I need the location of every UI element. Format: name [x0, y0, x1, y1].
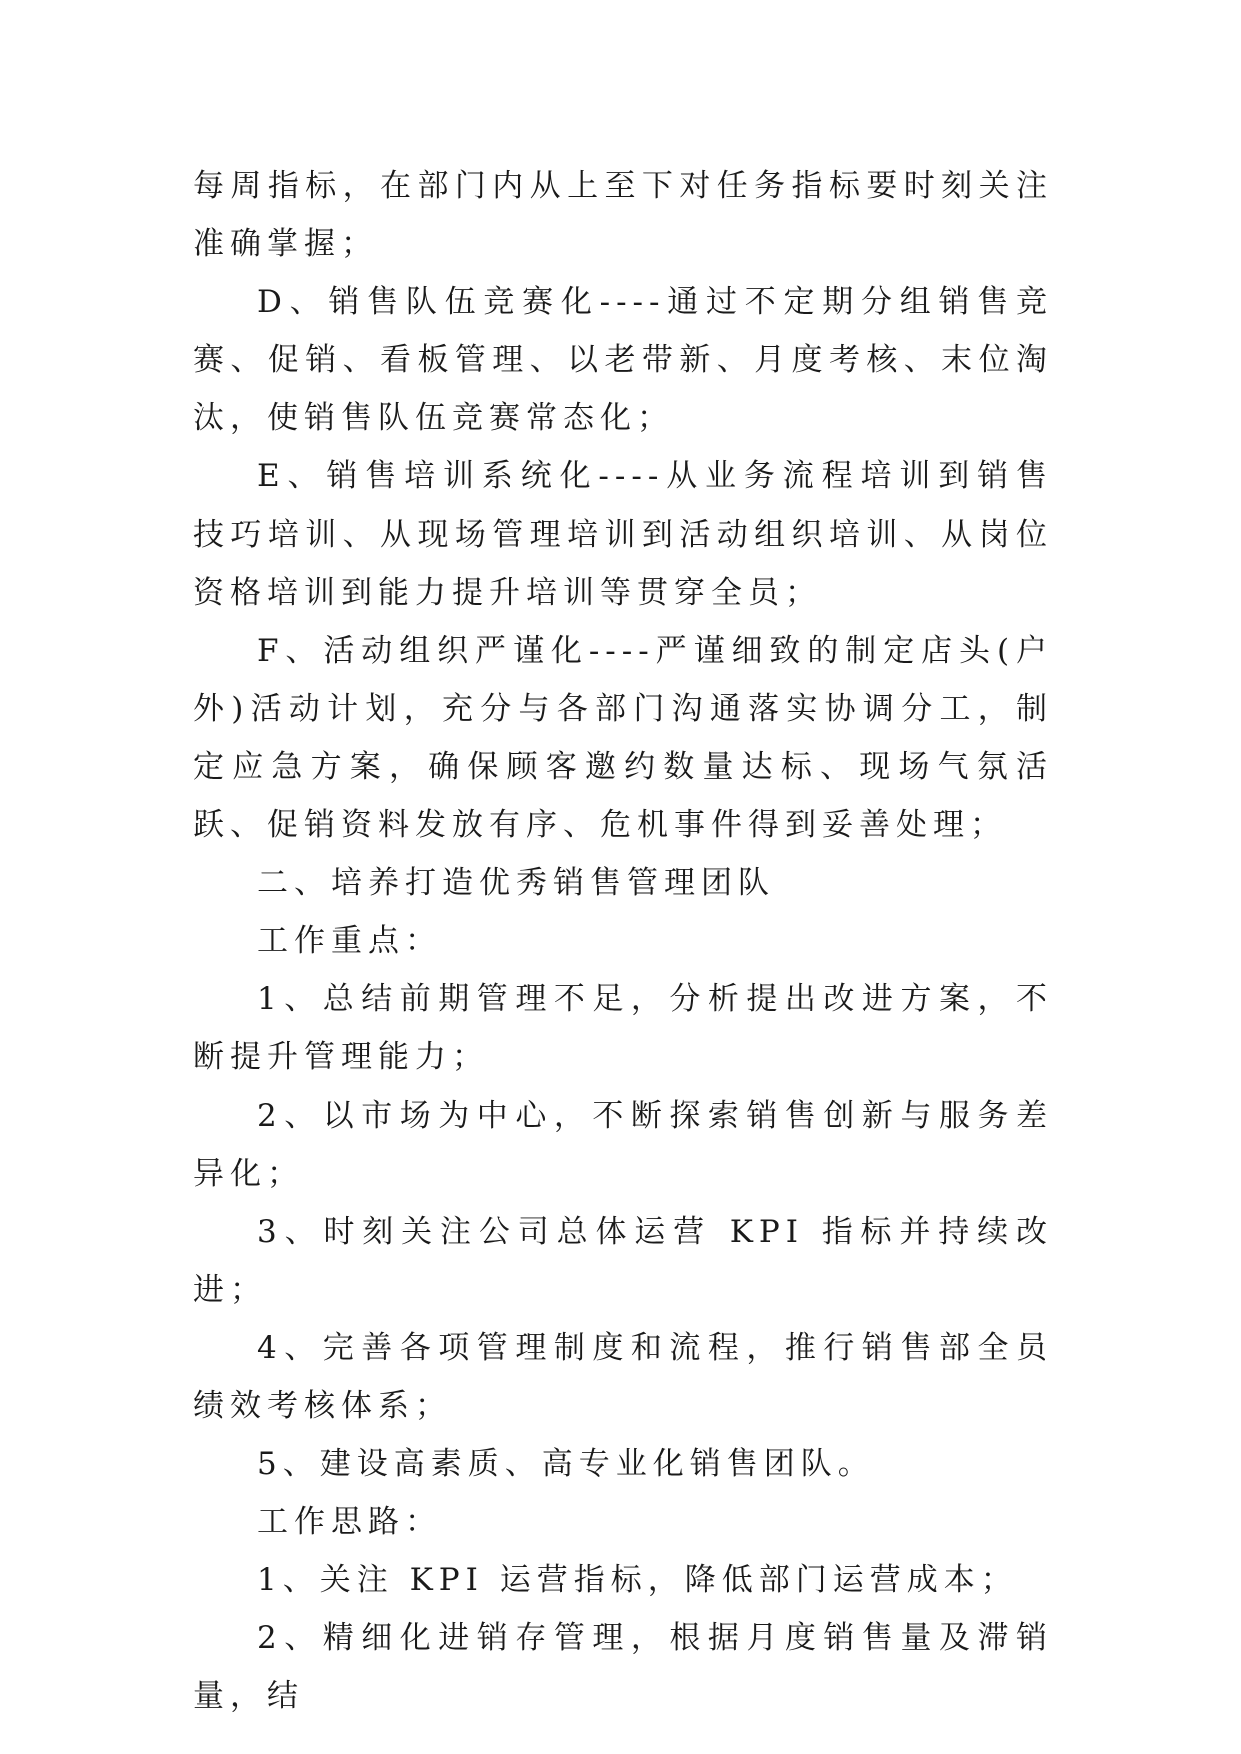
list-item-approach-2: 2、精细化进销存管理，根据月度销售量及滞销量，结	[193, 1620, 1053, 1715]
list-item-focus-4: 4、完善各项管理制度和流程，推行销售部全员绩效考核体系；	[193, 1329, 1053, 1424]
list-item-focus-3: 3、时刻关注公司总体运营 KPI 指标并持续改进；	[193, 1213, 1053, 1308]
paragraph-d-sales-competition: D、销售队伍竞赛化----通过不定期分组销售竞赛、促销、看板管理、以老带新、月度考核、末位淘汰，使销售队伍竞赛常态化；	[193, 284, 1053, 437]
subheading-work-approach: 工作思路：	[257, 1504, 442, 1541]
subheading-work-focus: 工作重点：	[257, 923, 442, 960]
section-heading-management-team: 二、培养打造优秀销售管理团队	[257, 865, 775, 902]
list-item-focus-5: 5、建设高素质、高专业化销售团队。	[257, 1446, 875, 1483]
document-body	[193, 157, 1053, 1726]
list-item-focus-2: 2、以市场为中心，不断探索销售创新与服务差异化；	[193, 1097, 1053, 1192]
list-item-focus-1: 1、总结前期管理不足，分析提出改进方案，不断提升管理能力；	[193, 981, 1053, 1076]
list-item-approach-1: 1、关注 KPI 运营指标，降低部门运营成本；	[257, 1562, 1018, 1599]
paragraph-weekly-targets: 每周指标，在部门内从上至下对任务指标要时刻关注准确掌握；	[193, 168, 1053, 263]
paragraph-e-sales-training: E、销售培训系统化----从业务流程培训到销售技巧培训、从现场管理培训到活动组织培训、从岗位资格培训到能力提升培训等贯穿全员；	[193, 458, 1053, 611]
paragraph-f-event-organization: F、活动组织严谨化----严谨细致的制定店头(户外)活动计划，充分与各部门沟通落实协调分工，制定应急方案，确保顾客邀约数量达标、现场气氛活跃、促销资料发放有序、危机事件得到妥善处理；	[193, 632, 1053, 844]
